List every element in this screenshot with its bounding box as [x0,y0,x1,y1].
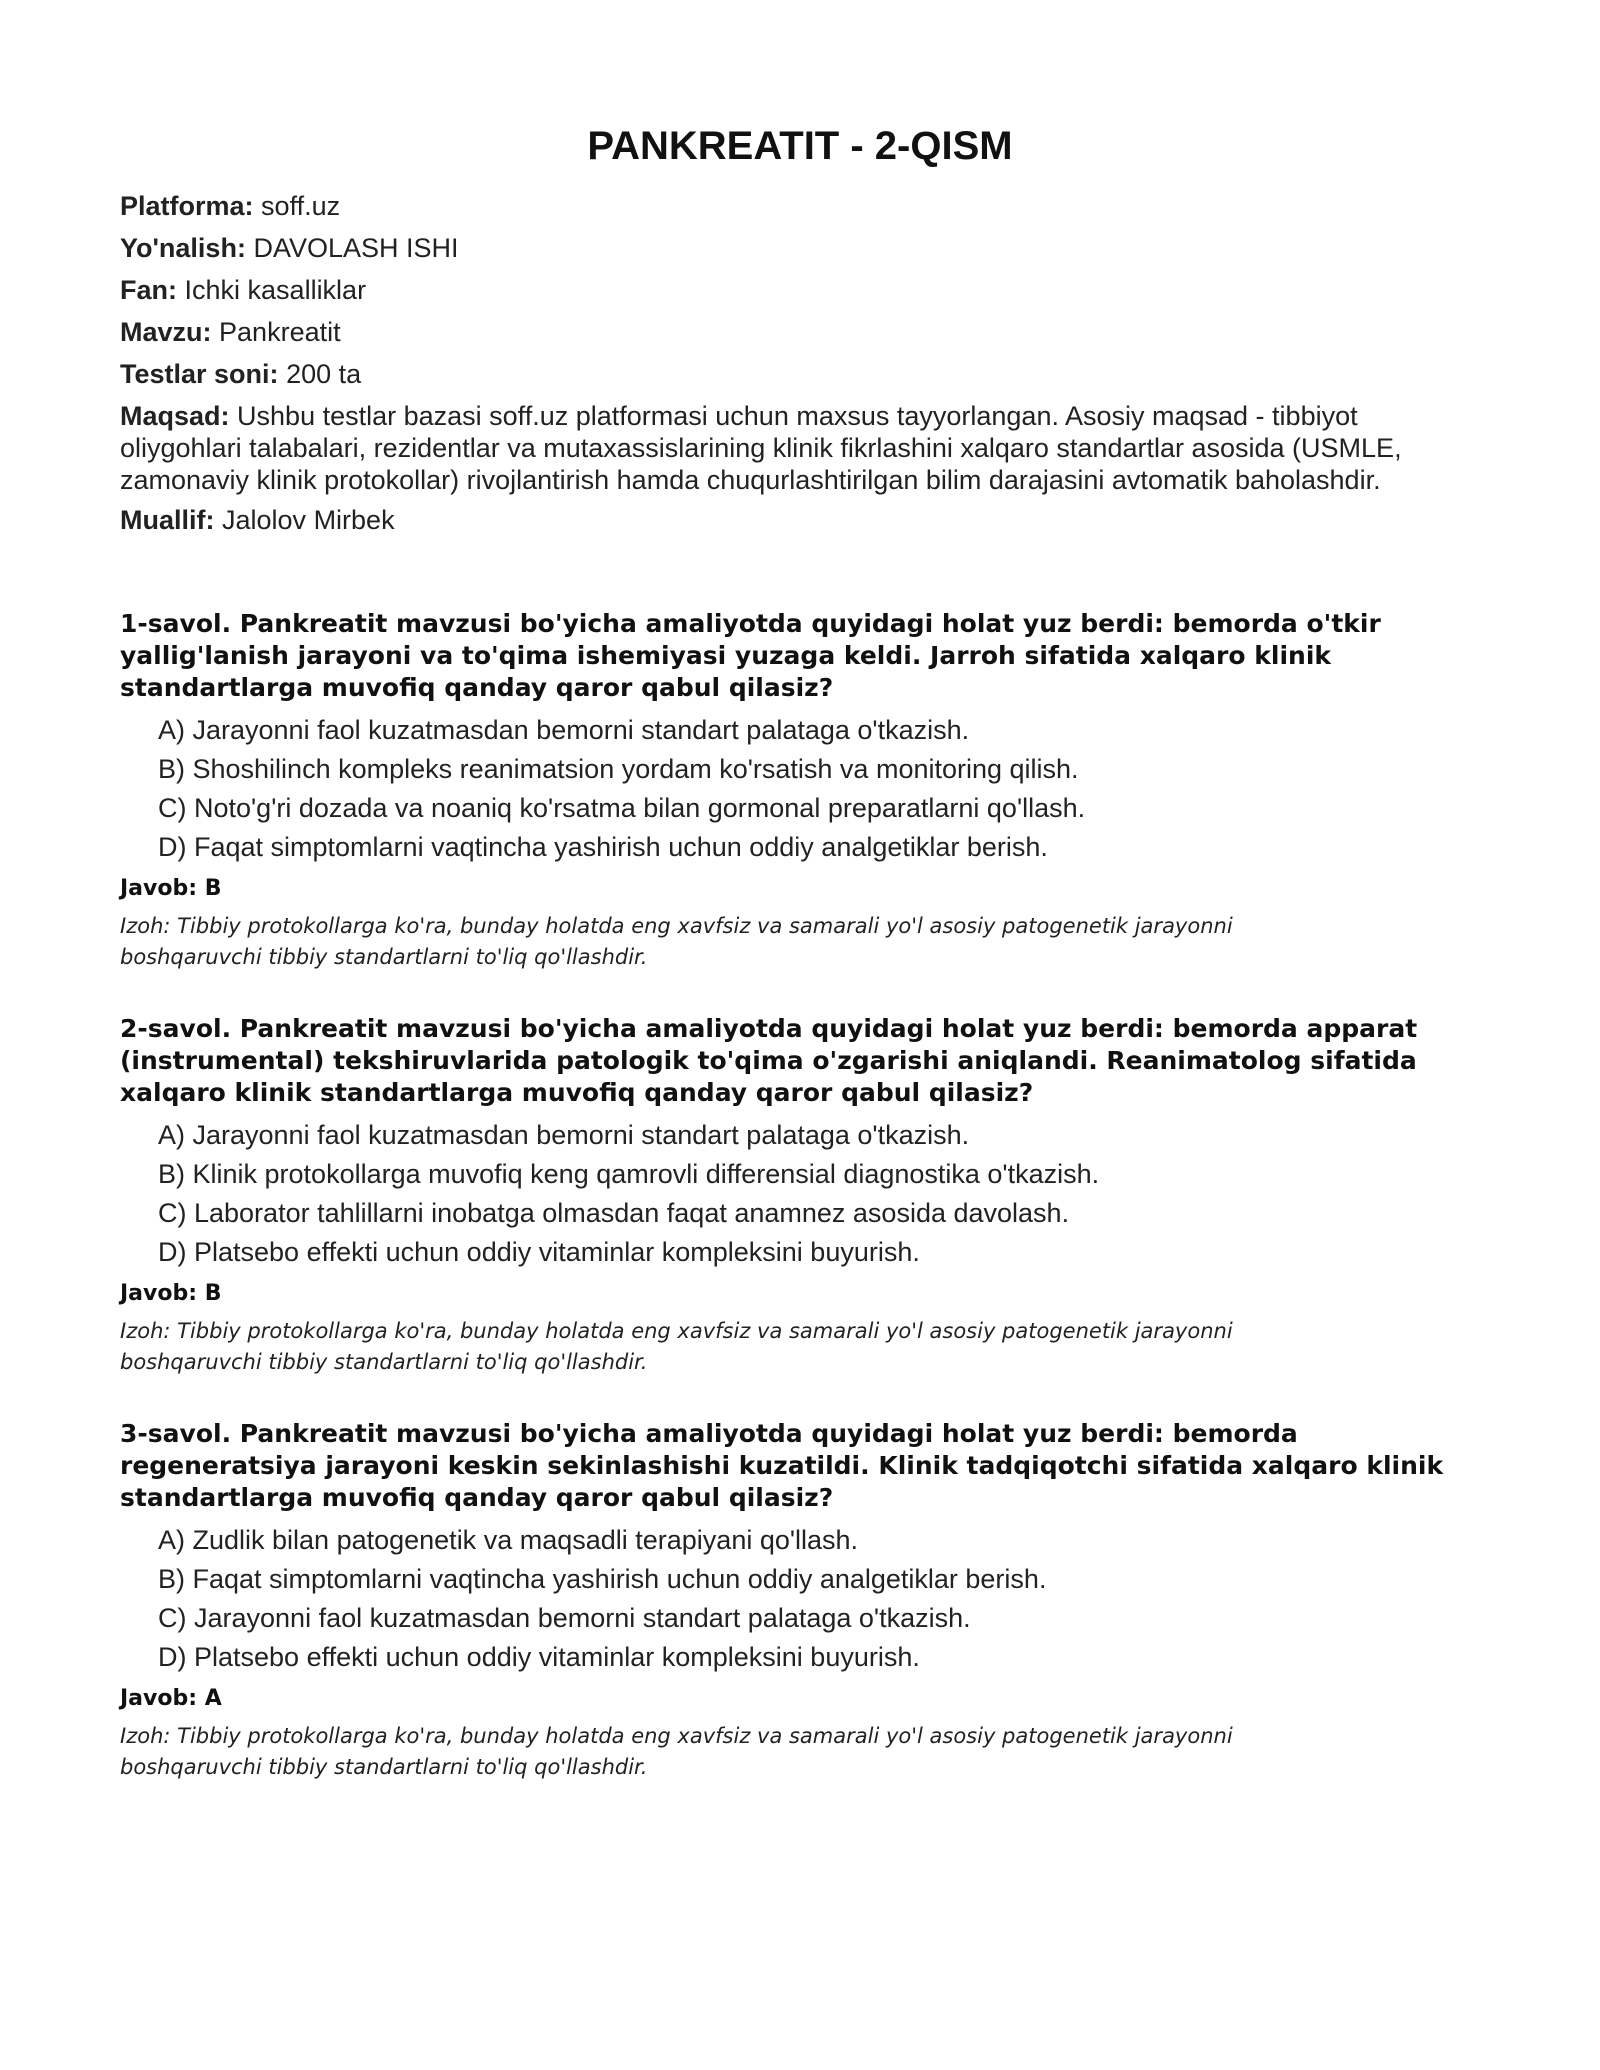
meta-topic [120,316,1480,348]
answer-option: C) Laborator tahlillarni inobatga olmasdan faqat anamnez asosida davolash. [158,1198,1070,1228]
answer-options [158,1119,1480,1268]
question-item [120,1013,1480,1378]
question-text: 1-savol. Pankreatit mavzusi bo'yicha amaliyotda quyidagi holat yuz berdi: bemorda o'tkir yallig'lanish jarayoni va to'qima ishemiyasi yuzaga keldi. Jarroh sifatida xalqaro klinik standartlarga muvofiq qanday qaror qabul qilasiz? [120,609,1381,702]
document-meta [120,190,1480,536]
meta-value: 200 ta [286,359,362,389]
question-item [120,608,1480,973]
answer-option: B) Shoshilinch kompleks reanimatsion yordam ko'rsatish va monitoring qilish. [158,754,1079,784]
meta-value: Ushbu testlar bazasi soff.uz platformasi uchun maxsus tayyorlangan. Asosiy maqsad - tibbiyot oliygohlari talabalari, rezidentlar va mutaxassislarining klinik fikrlashini xalqaro standartlar asosida (USMLE, zamonaviy klinik protokollar) rivojlantirish hamda chuqurlashtirilgan bilim darajasini avtomatik baholashdir. [120,401,1402,495]
answer-option: B) Klinik protokollarga muvofiq keng qamrovli differensial diagnostika o'tkazish. [158,1159,1100,1189]
correct-answer: Javob: B [120,1281,222,1306]
answer-option: D) Platsebo effekti uchun oddiy vitaminlar kompleksini buyurish. [158,1237,920,1267]
answer-option: C) Jarayonni faol kuzatmasdan bemorni standart palataga o'tkazish. [158,1603,971,1633]
answer-explanation: Izoh: Tibbiy protokollarga ko'ra, bunday holatda eng xavfsiz va samarali yo'l asosiy patogenetik jarayonni boshqaruvchi tibbiy standartlarni to'liq qo'llashdir. [120,1724,1233,1779]
answer-options [158,714,1480,863]
correct-answer: Javob: B [120,876,222,901]
meta-label: Maqsad: [120,401,230,431]
question-list [120,608,1480,1783]
meta-label: Muallif: [120,505,215,535]
meta-label: Mavzu: [120,317,212,347]
answer-explanation: Izoh: Tibbiy protokollarga ko'ra, bunday holatda eng xavfsiz va samarali yo'l asosiy patogenetik jarayonni boshqaruvchi tibbiy standartlarni to'liq qo'llashdir. [120,1319,1233,1374]
meta-purpose [120,400,1480,496]
meta-value: Jalolov Mirbek [222,505,395,535]
answer-option: D) Faqat simptomlarni vaqtincha yashirish uchun oddiy analgetiklar berish. [158,832,1048,862]
question-text: 2-savol. Pankreatit mavzusi bo'yicha amaliyotda quyidagi holat yuz berdi: bemorda apparat (instrumental) tekshiruvlarida patologik to'qima o'zgarishi aniqlandi. Reanimatolog sifatida xalqaro klinik standartlarga muvofiq qanday qaror qabul qilasiz? [120,1014,1418,1107]
meta-value: Pankreatit [219,317,341,347]
meta-author [120,504,1480,536]
answer-option: A) Zudlik bilan patogenetik va maqsadli terapiyani qo'llash. [158,1525,859,1555]
answer-option: B) Faqat simptomlarni vaqtincha yashirish uchun oddiy analgetiklar berish. [158,1564,1047,1594]
meta-label: Yo'nalish: [120,233,246,263]
meta-value: soff.uz [261,191,341,221]
meta-test-count [120,358,1480,390]
meta-label: Fan: [120,275,177,305]
question-text: 3-savol. Pankreatit mavzusi bo'yicha amaliyotda quyidagi holat yuz berdi: bemorda regeneratsiya jarayoni keskin sekinlashishi kuzatildi. Klinik tadqiqotchi sifatida xalqaro klinik standartlarga muvofiq qanday qaror qabul qilasiz? [120,1419,1444,1512]
answer-option: D) Platsebo effekti uchun oddiy vitaminlar kompleksini buyurish. [158,1642,920,1672]
meta-label: Platforma: [120,191,254,221]
answer-explanation: Izoh: Tibbiy protokollarga ko'ra, bunday holatda eng xavfsiz va samarali yo'l asosiy patogenetik jarayonni boshqaruvchi tibbiy standartlarni to'liq qo'llashdir. [120,914,1233,969]
meta-value: Ichki kasalliklar [184,275,367,305]
meta-platform [120,190,1480,222]
meta-label: Testlar soni: [120,359,279,389]
meta-direction [120,232,1480,264]
question-item [120,1418,1480,1783]
meta-value: DAVOLASH ISHI [253,233,459,263]
document-title: PANKREATIT - 2-QISM [587,124,1013,168]
answer-option: A) Jarayonni faol kuzatmasdan bemorni standart palataga o'tkazish. [158,715,970,745]
document-page [120,0,1480,1823]
answer-option: C) Noto'g'ri dozada va noaniq ko'rsatma bilan gormonal preparatlarni qo'llash. [158,793,1086,823]
answer-option: A) Jarayonni faol kuzatmasdan bemorni standart palataga o'tkazish. [158,1120,970,1150]
answer-options [158,1524,1480,1673]
correct-answer: Javob: A [120,1686,222,1711]
meta-subject [120,274,1480,306]
